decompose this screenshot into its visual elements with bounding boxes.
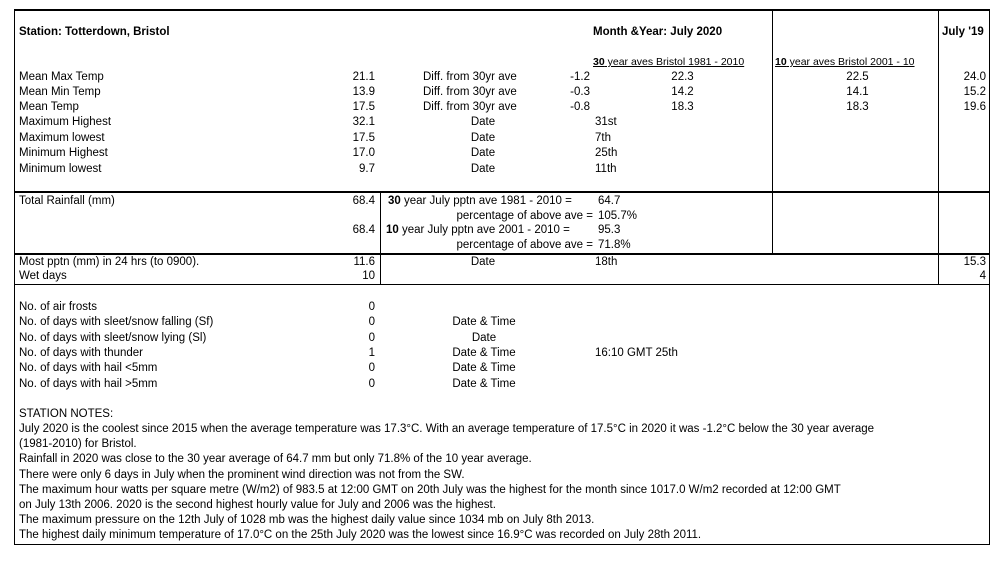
temp-ave10: 22.5 (846, 71, 869, 83)
temp-diff: -0.3 (570, 86, 590, 98)
border-top (14, 9, 990, 11)
temp-value: 17.5 (352, 101, 375, 113)
month-year: Month &Year: July 2020 (593, 26, 723, 38)
note-line: on July 13th 2006. 2020 is the second highest hourly value for July and 2006 was the highest. (19, 499, 496, 511)
rainfall-ave30-text: 30 year July pptn ave 1981 - 2010 = (388, 195, 572, 207)
temp-ave10: 18.3 (846, 101, 869, 113)
rainfall-ave10: 95.3 (598, 224, 621, 236)
temp-prev: 24.0 (963, 71, 986, 83)
ave10-header: 10 year aves Bristol 2001 - 10 (775, 56, 915, 68)
rainfall-value: 68.4 (352, 195, 375, 207)
most-pptn-label: Most pptn (mm) in 24 hrs (to 0900). (19, 256, 200, 268)
note-line: (1981-2010) for Bristol. (19, 438, 137, 451)
count-value: 0 (368, 331, 375, 344)
note-line: The highest daily minimum temperature of 17.0°C on the 25th July 2020 was the lowest since 16.9°C was recorded on July 28th 2011. (19, 529, 702, 542)
temp-diff-label: Diff. from 30yr ave (423, 86, 517, 98)
rainfall-pct30: 105.7% (598, 210, 638, 222)
note-line: The maximum hour watts per square metre (W/m2) of 983.5 at 12:00 GMT on 20th July was the highest for the month since 1017.0 W/m2 recorded at 12:00 GMT (19, 483, 841, 496)
border-bottom (14, 544, 990, 545)
most-pptn-date-label: Date (470, 256, 496, 268)
temp-ave30: 18.3 (671, 101, 694, 113)
wet-days-label: Wet days (19, 270, 67, 282)
note-line: Rainfall in 2020 was close to the 30 year average of 64.7 mm but only 71.8% of the 10 year average. (19, 453, 532, 466)
extreme-label: Minimum lowest (19, 162, 102, 175)
temp-diff-label: Diff. from 30yr ave (423, 101, 517, 113)
wet-days-value: 10 (362, 270, 375, 282)
extreme-label: Minimum Highest (19, 147, 108, 159)
temp-diff: -1.2 (570, 71, 590, 83)
notes-title: STATION NOTES: (19, 408, 114, 420)
extreme-label: Maximum lowest (19, 131, 105, 144)
count-value: 0 (368, 316, 375, 329)
rainfall-pct30-label: percentage of above ave = (456, 210, 593, 222)
border-right (989, 9, 990, 545)
divider-ave10 (772, 9, 773, 254)
rainfall-pct10: 71.8% (598, 239, 631, 251)
count-extra: Date & Time (452, 316, 516, 329)
extreme-value: 32.1 (352, 116, 375, 128)
rainfall-value2: 68.4 (352, 224, 375, 236)
divider-prev (938, 9, 939, 254)
count-detail: 16:10 GMT 25th (595, 346, 678, 359)
temp-ave30: 22.3 (671, 71, 694, 83)
count-label: No. of days with sleet/snow falling (Sf) (19, 316, 214, 329)
count-extra: Date (471, 331, 497, 344)
count-label: No. of air frosts (19, 301, 97, 313)
temp-prev: 15.2 (963, 86, 986, 98)
note-line: July 2020 is the coolest since 2015 when the average temperature was 17.3°C. With an average temperature of 17.5°C in 2020 it was -1.2°C below the 30 year average (19, 423, 875, 435)
extreme-date: 11th (595, 162, 617, 175)
extreme-date-label: Date (470, 162, 496, 175)
temp-label: Mean Min Temp (19, 86, 101, 98)
temp-label: Mean Temp (19, 101, 79, 113)
extreme-date-label: Date (470, 147, 496, 159)
most-pptn-value: 11.6 (353, 256, 375, 268)
rainfall-ave10-text: 10 year July pptn ave 2001 - 2010 = (386, 224, 570, 236)
count-extra: Date & Time (452, 346, 516, 359)
prev-year-header: July '19 (942, 26, 984, 38)
note-line: There were only 6 days in July when the prominent wind direction was not from the SW. (19, 468, 465, 481)
count-value: 0 (368, 362, 375, 375)
note-line: The maximum pressure on the 12th July of 1028 mb was the highest daily value since 1034 mb on July 8th 2013. (19, 514, 595, 527)
ave30-header: 30 year aves Bristol 1981 - 2010 (593, 56, 745, 68)
temp-diff: -0.8 (570, 101, 590, 113)
most-pptn-prev: 15.3 (963, 256, 986, 268)
extreme-date: 7th (595, 131, 611, 144)
temp-label: Mean Max Temp (19, 71, 104, 83)
rainfall-ave30: 64.7 (598, 195, 621, 207)
extreme-value: 17.0 (352, 147, 375, 159)
extreme-date: 25th (595, 147, 618, 159)
count-label: No. of days with sleet/snow lying (Sl) (19, 331, 207, 344)
count-label: No. of days with thunder (19, 346, 144, 359)
rule-vlow-1 (380, 253, 381, 284)
extreme-date: 31st (595, 116, 617, 128)
rainfall-pct10-label: percentage of above ave = (456, 239, 593, 251)
rule-vlow-2 (938, 253, 939, 284)
temp-ave30: 14.2 (671, 86, 694, 98)
count-extra: Date & Time (452, 377, 516, 390)
rule-rainfall-top (14, 191, 990, 193)
temp-diff-label: Diff. from 30yr ave (423, 71, 517, 83)
rainfall-label: Total Rainfall (mm) (19, 195, 115, 207)
temp-prev: 19.6 (963, 101, 986, 113)
rule-counts-top (14, 284, 990, 285)
extreme-value: 17.5 (352, 131, 375, 144)
count-extra: Date & Time (452, 362, 516, 375)
temp-value: 13.9 (352, 86, 375, 98)
count-value: 0 (368, 301, 375, 313)
count-value: 0 (368, 377, 375, 390)
extreme-date-label: Date (470, 131, 496, 144)
temp-ave10: 14.1 (846, 86, 869, 98)
station-title: Station: Totterdown, Bristol (19, 26, 170, 38)
wet-days-prev: 4 (979, 270, 986, 282)
most-pptn-date: 18th (595, 256, 618, 268)
extreme-date-label: Date (470, 116, 496, 128)
border-left (14, 9, 15, 545)
count-value: 1 (368, 346, 375, 359)
temp-value: 21.1 (352, 71, 375, 83)
count-label: No. of days with hail >5mm (19, 377, 158, 390)
extreme-label: Maximum Highest (19, 116, 112, 128)
extreme-value: 9.7 (359, 162, 375, 175)
count-label: No. of days with hail <5mm (19, 362, 158, 375)
